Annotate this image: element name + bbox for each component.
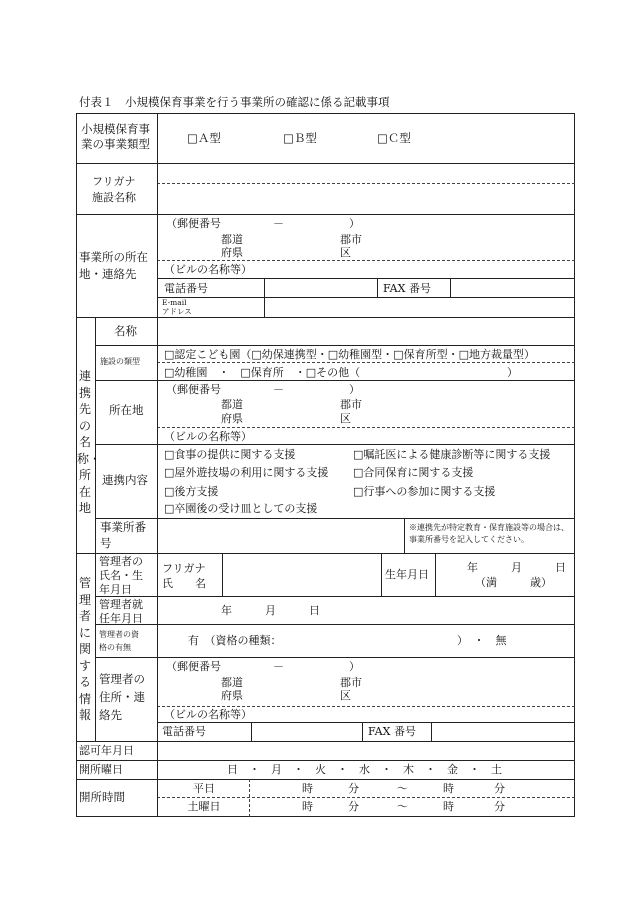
dashed-divider <box>157 427 575 428</box>
type-c-checkbox[interactable]: □Ｃ型 <box>377 131 411 145</box>
manager-section-label: 管理者に関する情報 <box>78 576 91 722</box>
manager-postal-close: ） <box>349 660 360 673</box>
type-label-line2: 業の事業類型 <box>81 137 150 151</box>
weekday-end-hour[interactable]: 時 <box>443 782 454 795</box>
row-divider <box>76 317 575 318</box>
row-divider <box>157 297 575 298</box>
form-table <box>76 113 575 817</box>
partner-office-no-label-line2: 号 <box>100 536 112 550</box>
manager-phone-label: 電話番号 <box>162 725 206 738</box>
type-b-checkbox[interactable]: □Ｂ型 <box>283 131 317 145</box>
manager-appointment-label-line1: 管理者就 <box>99 598 143 611</box>
col-divider <box>251 722 252 741</box>
partner-section-label: 連携先の名称・所在地 <box>77 369 102 515</box>
dashed-divider <box>157 706 575 707</box>
office-email-label-line2: アドレス <box>162 307 192 316</box>
office-building-label: （ビルの名称等） <box>164 263 252 276</box>
weekday-start-min[interactable]: 分 <box>348 782 359 795</box>
manager-qualification-label-line2: 格の有無 <box>99 643 131 652</box>
partner-type-line2[interactable]: □幼稚園 ・ □保育所 ・□その他（ <box>164 366 361 379</box>
manager-pref-line1: 都道 <box>221 676 243 689</box>
weekday-start-hour[interactable]: 時 <box>302 782 313 795</box>
col-divider <box>450 278 451 297</box>
office-city-line1: 郡市 <box>340 233 362 246</box>
partner-office-no-note: ※連携先が特定教育・保育施設等の場合は、事業所番号を記入してください。 <box>409 523 569 545</box>
col-divider <box>435 553 436 596</box>
manager-shimei-label: 氏 名 <box>162 577 206 590</box>
saturday-label: 土曜日 <box>187 800 221 813</box>
partner-type-label: 施設の類型 <box>100 357 140 366</box>
manager-qualification-value[interactable]: 有 （資格の種類： <box>188 634 282 647</box>
saturday-end-hour[interactable]: 時 <box>443 800 454 813</box>
col-divider <box>431 722 432 741</box>
dashed-col-divider <box>249 779 250 817</box>
col-divider <box>222 553 223 596</box>
partner-office-no-field[interactable] <box>160 521 402 551</box>
partner-type-line1[interactable]: □認定こども園（□幼保連携型・□幼稚園型・□保育所型・□地方裁量型） <box>164 348 535 361</box>
saturday-end-min[interactable]: 分 <box>494 800 505 813</box>
row-divider <box>95 657 575 658</box>
manager-appointment-date[interactable]: 年 月 日 <box>221 604 320 617</box>
manager-city-line2: 区 <box>340 689 351 702</box>
row-divider <box>76 779 575 780</box>
row-divider <box>76 760 575 761</box>
saturday-tilde: ～ <box>397 800 408 813</box>
saturday-start-min[interactable]: 分 <box>348 800 359 813</box>
partner-content-label: 連携内容 <box>102 473 148 487</box>
partner-postal-close: ） <box>349 383 360 396</box>
manager-building-label: （ビルの名称等） <box>164 708 252 721</box>
manager-birth-age[interactable]: （満 歳） <box>475 576 552 589</box>
row-divider <box>157 722 575 723</box>
weekday-label: 平日 <box>193 782 215 795</box>
office-postal-label: （郵便番号 <box>166 217 221 230</box>
row-divider <box>76 214 575 215</box>
manager-postal-label: （郵便番号 <box>166 660 221 673</box>
type-label-line1: 小規模保育事 <box>81 122 150 136</box>
row-divider <box>76 741 575 742</box>
type-a-checkbox[interactable]: □Ａ型 <box>187 131 221 145</box>
col-divider <box>377 278 378 297</box>
col-divider <box>264 278 265 317</box>
partner-type-line2-close: ） <box>507 366 518 379</box>
manager-furigana-label: フリガナ <box>162 562 206 575</box>
manager-name-label-line1: 管理者の <box>99 555 143 568</box>
content-meal-support-checkbox[interactable]: □食事の提供に関する支援 <box>164 448 296 461</box>
partner-city-line2: 区 <box>340 412 351 425</box>
row-divider <box>95 444 575 445</box>
manager-postal-dash: － <box>273 660 284 673</box>
row-divider <box>157 278 575 279</box>
partner-building-label: （ビルの名称等） <box>164 430 252 443</box>
partner-pref-line1: 都道 <box>221 398 243 411</box>
office-fax-field[interactable] <box>452 280 573 296</box>
manager-appointment-label-line2: 任年月日 <box>99 612 143 625</box>
office-postal-close: ） <box>349 217 360 230</box>
open-hours-label: 開所時間 <box>79 790 125 804</box>
manager-name-label-line3: 年月日 <box>99 583 132 596</box>
facility-name-label: 施設名称 <box>92 191 136 204</box>
partner-name-field[interactable] <box>160 320 572 343</box>
content-playground-checkbox[interactable]: □屋外遊技場の利用に関する支援 <box>164 466 329 479</box>
content-health-check-checkbox[interactable]: □嘱託医による健康診断等に関する支援 <box>353 448 551 461</box>
manager-qualification-label-line1: 管理者の資 <box>99 630 139 639</box>
partner-postal-label: （郵便番号 <box>166 383 221 396</box>
row-divider <box>95 518 575 519</box>
office-address-label-line2: 地・連絡先 <box>79 267 137 281</box>
dashed-divider <box>157 183 575 184</box>
manager-city-line1: 郡市 <box>340 676 362 689</box>
partner-city-line1: 郡市 <box>340 398 362 411</box>
content-backup-checkbox[interactable]: □後方支援 <box>164 485 219 498</box>
col-divider <box>381 553 382 596</box>
manager-fax-label: FAX 番号 <box>368 725 416 738</box>
manager-fax-field[interactable] <box>433 724 573 740</box>
row-divider <box>95 345 575 346</box>
partner-office-no-label-line1: 事業所番 <box>100 520 146 534</box>
dashed-divider <box>157 797 575 798</box>
manager-qualification-end[interactable]: ） ・ 無 <box>457 634 507 647</box>
office-email-field[interactable] <box>266 299 573 315</box>
partner-pref-line2: 府県 <box>221 412 243 425</box>
content-joint-care-checkbox[interactable]: □合同保育に関する支援 <box>353 466 474 479</box>
office-fax-label: FAX 番号 <box>383 282 431 295</box>
office-postal-dash: － <box>273 217 284 230</box>
col-divider <box>362 722 363 741</box>
manager-birth-ymd[interactable]: 年 月 日 <box>467 561 566 574</box>
partner-location-label: 所在地 <box>109 403 144 417</box>
row-divider <box>95 380 575 381</box>
approval-date-label: 認可年月日 <box>79 744 134 757</box>
office-pref-line1: 都道 <box>221 233 243 246</box>
partner-name-label: 名称 <box>114 324 137 338</box>
office-pref-line2: 府県 <box>221 246 243 259</box>
saturday-start-hour[interactable]: 時 <box>302 800 313 813</box>
manager-address-label-line3: 絡先 <box>99 708 122 722</box>
approval-date-field[interactable] <box>160 743 572 759</box>
manager-pref-line2: 府県 <box>221 689 243 702</box>
manager-phone-field[interactable] <box>253 724 360 740</box>
weekday-end-min[interactable]: 分 <box>494 782 505 795</box>
office-email-label-line1: E-mail <box>162 298 187 307</box>
open-days-value[interactable]: 日 ・ 月 ・ 火 ・ 水 ・ 木 ・ 金 ・ 土 <box>227 763 502 776</box>
manager-name-label-line2: 氏名・生 <box>99 569 143 582</box>
weekday-tilde: ～ <box>397 782 408 795</box>
col-divider <box>157 113 158 817</box>
row-divider <box>76 553 575 554</box>
partner-postal-dash: － <box>273 383 284 396</box>
manager-address-label-line1: 管理者の <box>99 672 145 686</box>
dashed-divider <box>157 362 575 363</box>
facility-name-field[interactable] <box>160 185 572 212</box>
dashed-divider <box>157 260 575 261</box>
content-events-checkbox[interactable]: □行事への参加に関する支援 <box>353 485 496 498</box>
col-divider <box>404 518 405 553</box>
manager-name-field[interactable] <box>224 556 379 594</box>
manager-address-label-line2: 住所・連 <box>99 690 145 704</box>
facility-furigana-label: フリガナ <box>92 175 136 188</box>
col-divider <box>95 317 96 741</box>
row-divider <box>95 596 575 597</box>
office-city-line2: 区 <box>340 246 351 259</box>
content-after-graduation-checkbox[interactable]: □卒園後の受け皿としての支援 <box>164 502 318 515</box>
office-address-label-line1: 事業所の所在 <box>79 250 148 264</box>
open-days-label: 開所曜日 <box>79 763 123 776</box>
row-divider <box>95 624 575 625</box>
row-divider <box>76 163 575 164</box>
office-phone-field[interactable] <box>266 280 375 296</box>
manager-birth-label: 生年月日 <box>385 568 429 581</box>
office-phone-label: 電話番号 <box>164 282 208 295</box>
page-title: 付表１ 小規模保育事業を行う事業所の確認に係る記載事項 <box>79 95 390 109</box>
